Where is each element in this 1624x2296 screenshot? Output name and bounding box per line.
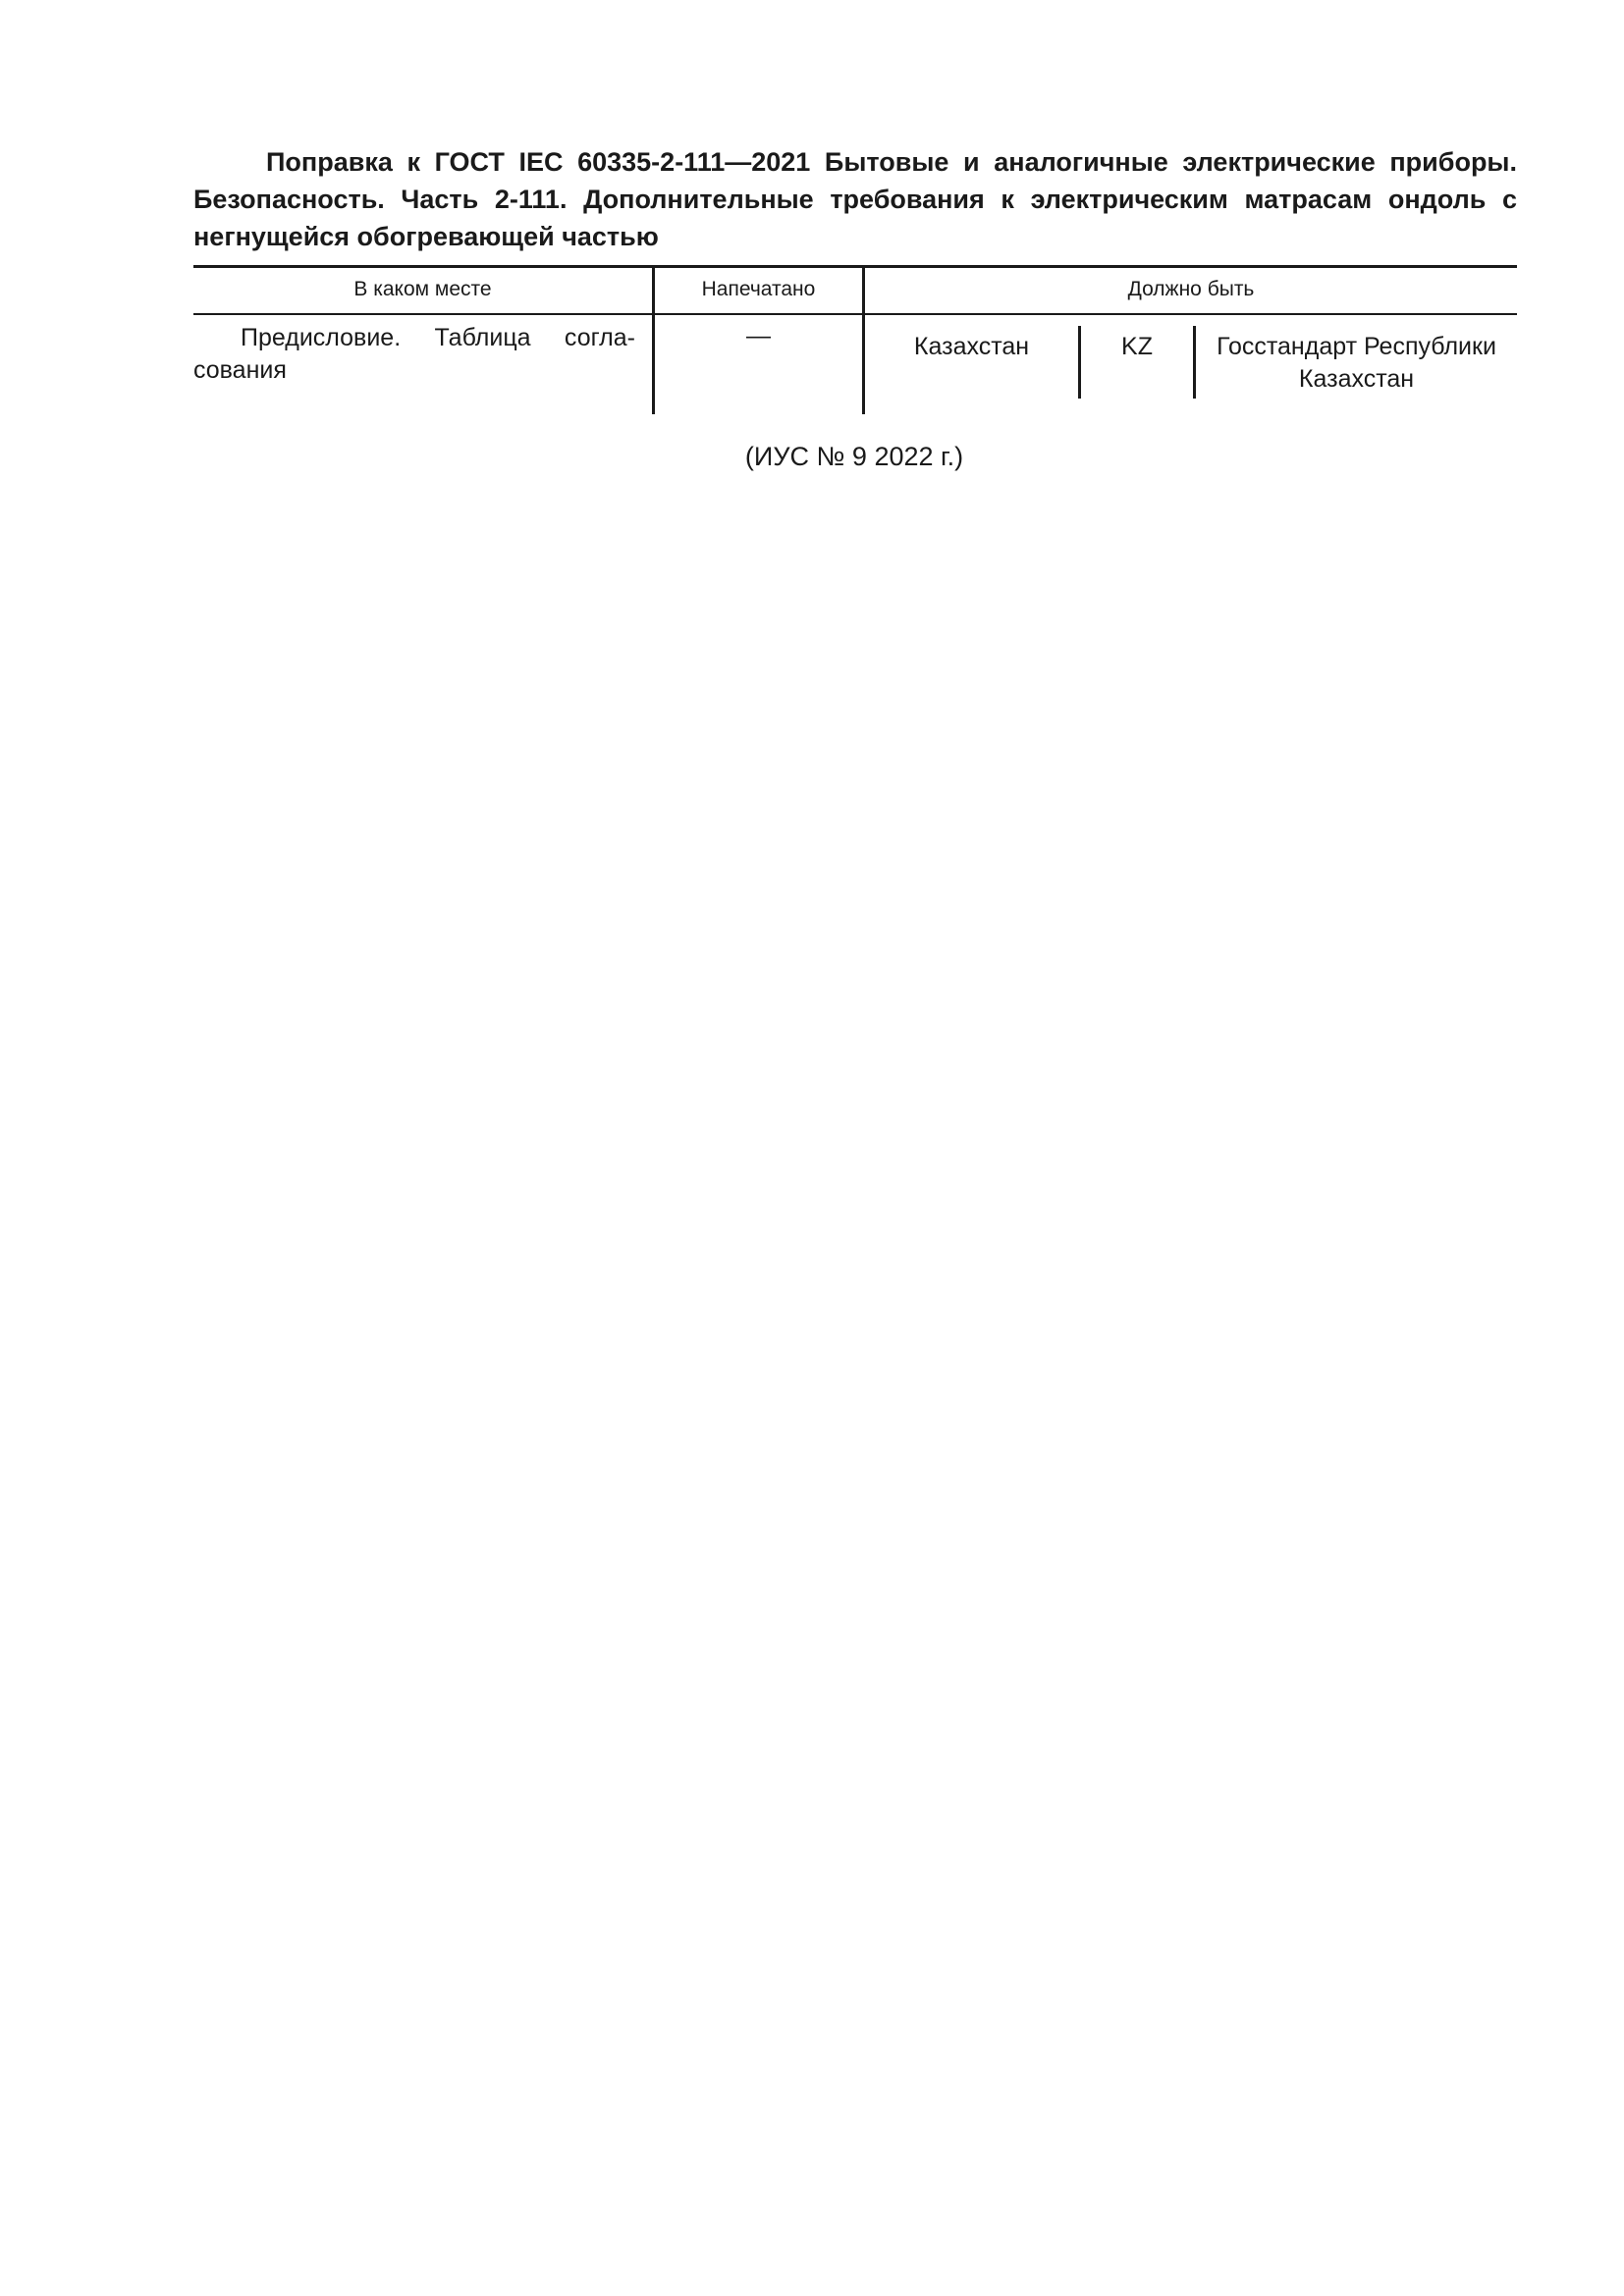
table-header-rule <box>193 313 1517 315</box>
header-place: В каком месте <box>353 278 492 300</box>
table-top-rule <box>193 265 1517 268</box>
amendment-title: Поправка к ГОСТ IEC 60335-2-111—2021 Бытовые и аналогичные электрические приборы. Безопасность. Часть 2-111. Дополнительные требования к электрическим матрасам ондоль с негнущейся обогревающей частью <box>193 147 1517 251</box>
cell-standards-body: Госстандарт Республики Казахстан <box>1217 333 1496 393</box>
cell-printed: — <box>746 322 771 349</box>
amendment-table <box>193 265 1517 414</box>
cell-country-code: KZ <box>1121 333 1153 360</box>
header-should-be: Должно быть <box>1127 278 1255 300</box>
cell-place: Предисловие. Таблица согла-сования <box>193 324 635 384</box>
ius-reference: (ИУС № 9 2022 г.) <box>744 442 964 471</box>
header-printed: Напечатано <box>701 278 816 300</box>
cell-country: Казахстан <box>913 333 1030 360</box>
